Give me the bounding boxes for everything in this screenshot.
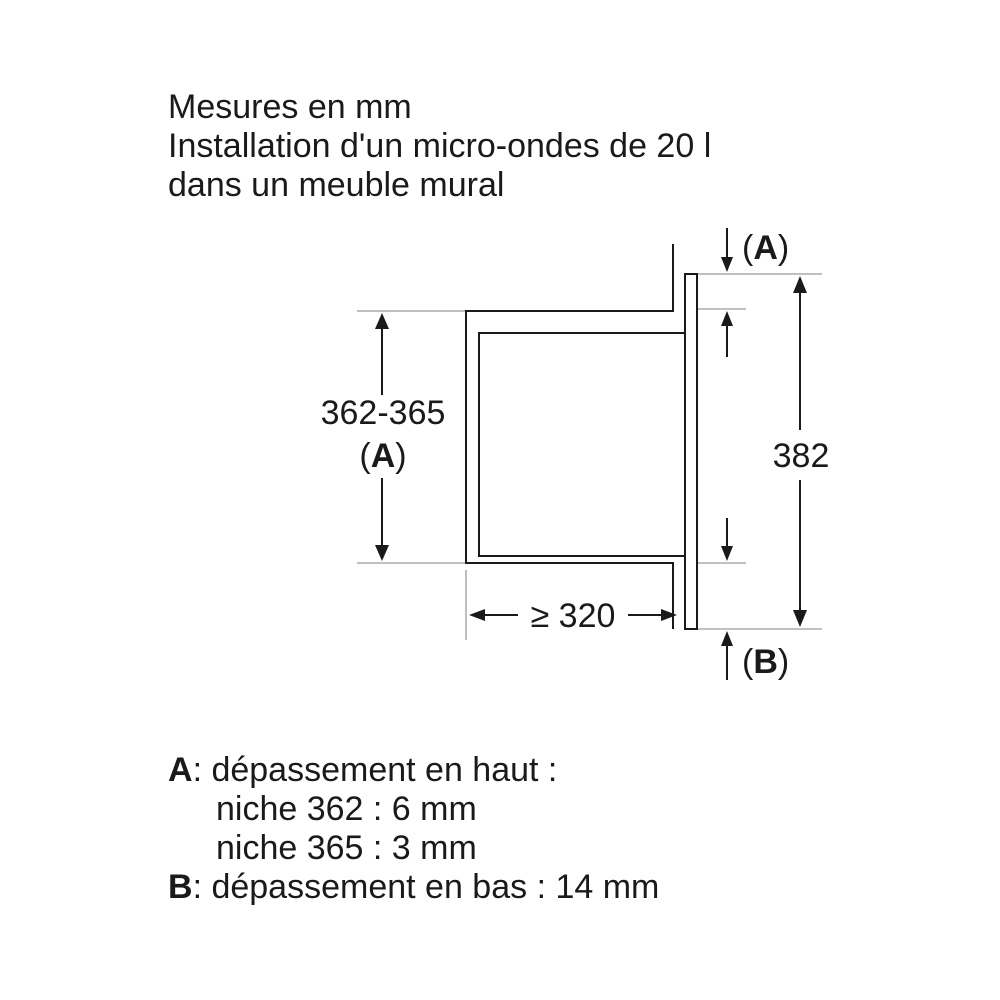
title-installation: Installation d'un micro-ondes de 20 l <box>168 127 712 165</box>
front-panel <box>685 274 697 629</box>
legend-b-text: : dépassement en bas : 14 mm <box>192 868 660 906</box>
title-location: dans un meuble mural <box>168 166 505 204</box>
label-depth: ≥ 320 <box>530 597 616 635</box>
legend-b <box>168 868 659 907</box>
label-front-height: 382 <box>772 437 830 475</box>
label-a-top: (A) <box>742 229 790 267</box>
niche-right-arrow-down <box>721 546 733 561</box>
legend-a-text: : dépassement en haut : <box>192 751 558 789</box>
title-units: Mesures en mm <box>168 88 412 126</box>
legend <box>168 751 659 907</box>
legend-a-niche-362: niche 362 : 6 mm <box>216 790 477 828</box>
a-top-arrow-down <box>721 257 733 272</box>
cabinet-outer-outline <box>466 244 673 629</box>
microwave-body <box>479 333 685 556</box>
depth-arrow-right <box>661 609 677 621</box>
legend-b-key: B <box>168 868 193 906</box>
extension-lines <box>357 274 822 640</box>
legend-a-niche-365: niche 365 : 3 mm <box>216 829 477 867</box>
label-b-bottom: (B) <box>742 643 790 681</box>
a-inner-arrow-up <box>721 311 733 326</box>
diagram-labels <box>321 229 830 681</box>
front-arrow-down <box>793 610 807 627</box>
cabinet-outline <box>466 244 697 629</box>
label-niche-letter: (A) <box>359 437 407 475</box>
front-arrow-up <box>793 276 807 293</box>
niche-arrow-down <box>375 545 389 561</box>
b-arrow-up <box>721 631 733 646</box>
label-niche-height: 362-365 <box>320 394 446 432</box>
legend-a-key: A <box>168 751 193 789</box>
niche-arrow-up <box>375 313 389 329</box>
depth-arrow-left <box>469 609 485 621</box>
legend-a <box>168 751 659 790</box>
